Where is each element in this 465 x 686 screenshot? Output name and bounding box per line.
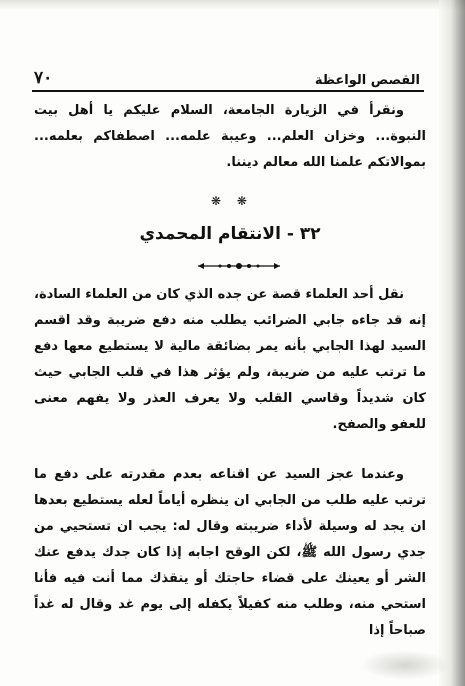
scan-shadow-top (0, 0, 465, 10)
page-header (34, 66, 420, 88)
scan-shadow-right (439, 0, 465, 686)
paragraph-2 (34, 282, 426, 438)
header-rule (32, 90, 424, 92)
chapter-title: ٣٢ - الانتقام المحمدي (139, 224, 321, 244)
paragraph-2-text: نقل أحد العلماء قصة عن جده الذي كان من العلماء السادة، إنه قد جاءه جابي الضرائب يطلب منه دفع ضريبة وقد اقسم السيد لهذا الجابي بأنه يمر بضائقة مالية لا يستطيع معها دفع ما ترتب عليه من ضريبة، ولم يؤثر هذا في قلب الجابي حيث كان شديداً وقاسي القلب ولا يعرف العذر ولا يفهم معنى للعفو والصفح. (34, 287, 426, 432)
page-number: ٧٠ (34, 68, 53, 88)
paragraph-3-text: وعندما عجز السيد عن اقناعه بعدم مقدرته على دفع ما ترتب عليه طلب من الجابي ان ينظره أياماً لعله يستطيع بعدها ان يجد له وسيلة لأداء ضريبته وقال له: يجب ان تستحيي من جدي رسول الله ﷺ، لكن الوقح اجابه إذا كان جدك يدفع عنك الشر أو يعينك على قضاء حاجتك أو ينقذك مما أنت فيه فأنا استحي منه، وطلب منه كفيلاً يكفله إلى يوم غد وقال له غداً صباحاً إذا (34, 467, 426, 638)
divider-ornament (196, 260, 282, 272)
scan-smudge-bottom (360, 650, 450, 680)
section-stars-ornament: ❋ ❋ (211, 194, 253, 208)
paragraph-3 (34, 462, 426, 644)
paragraph-1 (34, 98, 426, 176)
paragraph-1-text: ونقرأ في الزيارة الجامعة، السلام عليكم يا أهل بيت النبوة... وخزان العلم... وعيبة علمه... اصطفاكم بعلمه... بموالاتكم علمنا الله معالم ديننا. (34, 103, 426, 170)
running-title: القصص الواعظة (314, 73, 420, 88)
